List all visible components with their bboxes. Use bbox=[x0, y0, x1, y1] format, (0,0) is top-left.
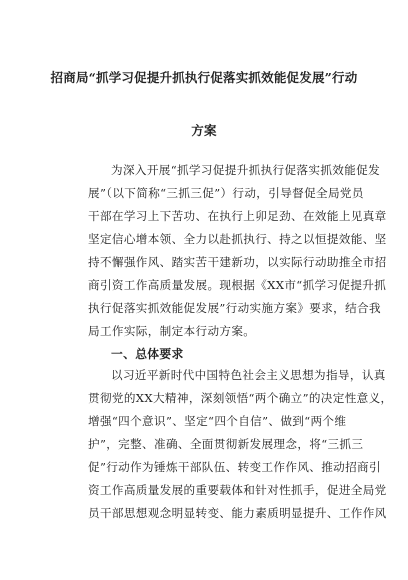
intro-paragraph-line: 为深入开展“抓学习促提升抓执行促落实抓效能促发 bbox=[111, 163, 381, 177]
section-paragraph-line: 员干部思想观念明显转变、能力素质明显提升、工作作风 bbox=[88, 506, 387, 520]
section-paragraph-line: 以习近平新时代中国特色社会主义思想为指导，认真 bbox=[111, 368, 386, 382]
section-paragraph-line: 贯彻党的XX大精神，深刻领悟“两个确立”的决定性意义， bbox=[88, 391, 393, 405]
intro-paragraph-line: 执行促落实抓效能促发展”行动实施方案》要求，结合我 bbox=[88, 301, 381, 315]
intro-paragraph-line: 持不懈强作风、踏实苦干建新功，以实际行动助推全市招 bbox=[88, 255, 387, 269]
intro-paragraph-line: 商引资工作高质量发展。现根据《XX市“抓学习促提升抓 bbox=[88, 278, 387, 292]
document-title-continued: 方案 bbox=[191, 123, 217, 138]
intro-paragraph-line: 展”（以下简称“三抓三促”）行动，引导督促全局党员 bbox=[88, 186, 364, 200]
section-paragraph-line: 促”行动作为锤炼干部队伍、转变工作作风、推动招商引 bbox=[88, 460, 381, 474]
intro-paragraph-line: 坚定信心增本领、全力以赴抓执行、持之以恒提效能、坚 bbox=[88, 232, 387, 246]
section-heading: 一、总体要求 bbox=[111, 347, 184, 361]
intro-paragraph-line: 局工作实际，制定本行动方案。 bbox=[88, 324, 256, 338]
section-paragraph-line: 护”，完整、准确、全面贯彻新发展理念，将“三抓三 bbox=[88, 437, 364, 451]
document-title: 招商局“抓学习促提升抓执行促落实抓效能促发展”行动 bbox=[50, 70, 358, 85]
section-paragraph-line: 增强“四个意识”、坚定“四个自信”、做到“两个维 bbox=[88, 414, 347, 428]
intro-paragraph-line: 干部在学习上下苦功、在执行上卯足劲、在效能上见真章 bbox=[88, 209, 387, 223]
section-paragraph-line: 资工作高质量发展的重要载体和针对性抓手，促进全局党 bbox=[88, 483, 387, 497]
